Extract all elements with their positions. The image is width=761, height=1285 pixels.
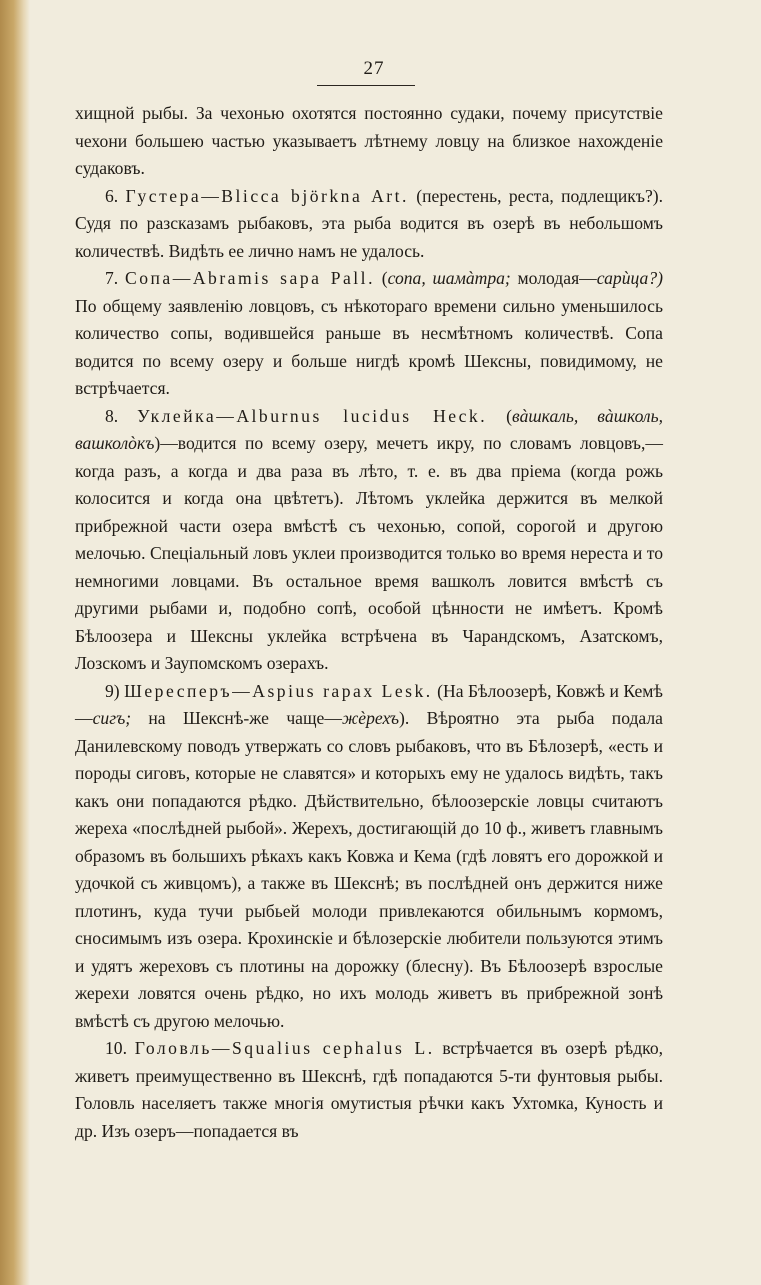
header-rule: [317, 85, 415, 86]
entry-number: 6.: [105, 185, 126, 206]
entry-number: 8.: [105, 405, 138, 426]
entry-text: встрѣчается въ озерѣ рѣдко, живетъ преимущественно въ Шекснѣ, гдѣ попадаются 5-ти фунтовыя рыбы. Головль населяетъ также многія омутистыя рѣчки какъ Ухтомка, Куность и др. Изъ озеръ—попадается въ: [75, 1038, 664, 1141]
paragraph-golovl: [75, 1035, 663, 1145]
page-number: 27: [363, 58, 385, 79]
paragraph-gustera: [75, 183, 663, 266]
entry-text: По общему заявленію ловцовъ, съ нѣкотораго времени сильно уменьшилось количество сопы, водившейся раньше въ несмѣтномъ количествѣ. Сопа водится по всему озеру и больше нигдѣ кромѣ Шексны, повидимому, не встрѣчается.: [75, 295, 663, 398]
local-names: сопа, шамàтра;: [387, 268, 511, 288]
species-name: Уклейка—Alburnus lucidus Heck.: [137, 405, 488, 426]
book-page: [75, 58, 663, 1145]
species-name: Сопа—Abramis sapa Pall.: [124, 268, 375, 288]
entry-text: молодая—: [510, 268, 597, 288]
entry-text: (: [374, 268, 388, 288]
local-names: сарùца?): [596, 268, 663, 288]
species-name: Головль—Squalius cephalus L.: [134, 1038, 435, 1058]
body-text: [75, 100, 663, 1145]
entry-number: 10.: [105, 1038, 135, 1058]
entry-number: 7.: [105, 268, 125, 288]
paragraph-ukleika: [75, 403, 663, 678]
paragraph-sopa: [75, 265, 663, 403]
entry-text: )—водится по всему озеру, мечетъ икру, по словамъ ловцовъ,—когда разъ, а когда и два раза въ лѣто, т. е. въ два пріема (когда рожь колосится и когда она цвѣтетъ). Лѣтомъ уклейка держится въ мелкой прибрежной части озера вмѣстѣ съ чехонью, сопой, сорогой и другою мелочью. Спеціальный ловъ уклеи производится только во время нереста и то немногими ловцами. Въ остальное время вашколъ ловится вмѣстѣ съ другими рыбами и, подобно сопѣ, особой цѣнности не имѣетъ. Кромѣ Бѣлоозера и Шексны уклейка встрѣчена въ Чарандскомъ, Азатскомъ, Лозскомъ и Заупомскомъ озерахъ.: [75, 433, 663, 673]
entry-text: на Шекснѣ-же чаще—: [131, 708, 342, 728]
local-names: вàшкаль, вàшколь, вашколòкъ: [75, 405, 663, 453]
entry-text: ). Вѣроятно эта рыба подала Данилевскому поводъ утвержать со словъ рыбаковъ, что въ Бѣлозерѣ, «есть и породы сиговъ, которые не славятся» и которыхъ ему не удалось видѣть, такъ какъ они попадаются рѣдко. Дѣйствительно, бѣлоозерскіе ловцы считаютъ жереха «послѣдней рыбой». Жерехъ, достигающій до 10 ф., живетъ главнымъ образомъ въ большихъ рѣкахъ какъ Ковжа и Кема (гдѣ ловятъ его дорожкой и удочкой съ живцомъ), а также въ Шекснѣ; въ послѣдней онъ держится ниже плотинъ, куда тучи рыбьей молоди привлекаются обильнымъ кормомъ, сносимымъ изъ озера. Крохинскіе и бѣлозерскіе любители пользуются этимъ и удятъ жереховъ съ плотины на дорожку (блесну). Въ Бѣлоозерѣ взрослые жерехи ловятся очень рѣдко, но ихъ молодь живетъ въ прибрежной зонѣ вмѣстѣ съ другою мелочью.: [75, 708, 663, 1031]
entry-number: 9): [105, 680, 125, 701]
local-names: сигъ;: [92, 708, 132, 728]
book-spine-shadow: [0, 0, 30, 1285]
entry-text: (перестень, реста, подлещикъ?). Судя по разсказамъ рыбаковъ, эта рыба водится въ озерѣ въ небольшомъ количествѣ. Видѣть ее лично намъ не удалось.: [75, 185, 664, 261]
entry-text: (: [487, 405, 512, 426]
paragraph-continuation: хищной рыбы. За чехонью охотятся постоянно судаки, почему присутствіе чехони большею частью указываетъ лѣтнему ловцу на близкое нахожденіе судаковъ.: [75, 103, 663, 178]
species-name: Шересперъ—Aspius rapax Lesk.: [124, 680, 433, 701]
entry-text: (На Бѣлоозерѣ, Ковжѣ и Кемѣ—: [75, 680, 663, 728]
species-name: Густера—Blicca björkna Art.: [125, 185, 409, 206]
local-names: жèрехъ: [341, 708, 399, 728]
paragraph-sheresper: [75, 678, 663, 1036]
